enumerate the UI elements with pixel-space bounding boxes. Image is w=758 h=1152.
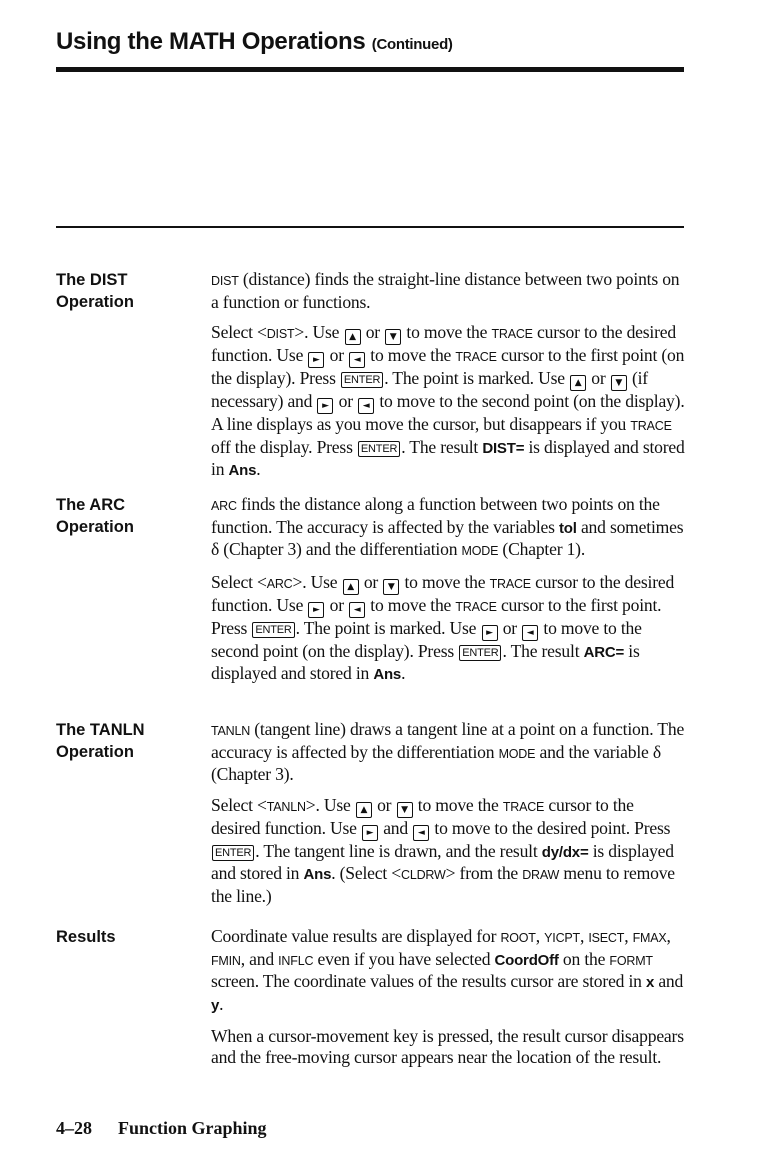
root-keyword: ROOT xyxy=(500,931,536,945)
yicpt-keyword: YICPT xyxy=(544,931,580,945)
left-arrow-key-icon: ◄ xyxy=(358,398,374,414)
text-run: (Chapter 1). xyxy=(502,539,586,560)
text-run: is displayed and stored in xyxy=(211,436,685,480)
text-run: or xyxy=(338,391,353,412)
text-run: . The result xyxy=(502,640,580,661)
text-run: cursor to the desired function. Use xyxy=(211,571,675,615)
menu-item-dist: DIST xyxy=(266,327,295,342)
arc-paragraph-2 xyxy=(211,572,687,686)
formt-keyword: FORMT xyxy=(609,953,653,968)
tanln-body xyxy=(211,719,687,917)
text-run: menu to remove the line.) xyxy=(211,863,675,906)
arc-paragraph-1 xyxy=(211,494,687,562)
up-arrow-key-icon: ▲ xyxy=(570,375,586,391)
fmin-keyword: FMIN xyxy=(211,953,241,968)
tanln-heading xyxy=(56,719,196,763)
text-run: . xyxy=(219,993,224,1014)
text-run: Select < xyxy=(211,322,267,343)
dist-heading xyxy=(56,269,196,313)
text-run: to move to the second point (on the display). A line displays as you move the cursor, but disappears if you xyxy=(211,391,685,435)
text-run: . The point is marked. Use xyxy=(384,368,565,389)
text-run: to move to the desired point. Press xyxy=(434,817,671,838)
text-run: Coordinate value results are displayed for xyxy=(211,926,497,946)
text-run: and xyxy=(383,817,409,838)
enter-key-icon: ENTER xyxy=(252,622,294,638)
text-run: or xyxy=(377,794,392,815)
results-paragraph-2: When a cursor-movement key is pressed, the result cursor disappears and the free-moving cursor appears near the location of the result. xyxy=(211,1026,684,1067)
page-title xyxy=(56,28,453,56)
trace-keyword: TRACE xyxy=(491,327,533,342)
inflc-keyword: INFLC xyxy=(278,953,314,968)
text-run: Select < xyxy=(211,571,267,592)
menu-item-arc: ARC xyxy=(266,576,293,591)
page-number: 4–28 xyxy=(56,1118,92,1138)
dist-paragraph-2 xyxy=(211,322,687,482)
text-run: , xyxy=(624,926,629,946)
trace-keyword: TRACE xyxy=(455,350,497,365)
text-run: or xyxy=(502,617,517,638)
x-variable: x xyxy=(645,974,655,992)
ans-variable: Ans xyxy=(373,666,402,684)
text-run: to move the xyxy=(370,345,452,366)
dist-text: (distance) finds the straight-line distance between two points on a function or functions. xyxy=(211,269,680,312)
text-run: on the xyxy=(562,948,606,969)
text-run: , xyxy=(666,926,671,946)
text-run: . The result xyxy=(401,436,479,457)
text-run: , xyxy=(535,926,540,946)
text-run: and the variable δ (Chapter 3). xyxy=(211,741,661,785)
page-footer xyxy=(56,1118,267,1139)
text-run: , and xyxy=(240,948,274,969)
continued-label: (Continued) xyxy=(371,36,453,53)
text-run: Select < xyxy=(211,794,267,815)
fmax-keyword: FMAX xyxy=(632,931,667,945)
tanln-paragraph-1 xyxy=(211,719,687,785)
tanln-heading-line2: Operation xyxy=(56,743,134,761)
trace-keyword: TRACE xyxy=(630,419,672,434)
right-arrow-key-icon: ► xyxy=(362,825,378,841)
section-rule xyxy=(56,226,684,228)
up-arrow-key-icon: ▲ xyxy=(343,579,359,595)
text-run: to move the xyxy=(417,794,499,815)
ans-variable: Ans xyxy=(228,462,257,480)
text-run: . xyxy=(256,459,261,480)
dist-heading-line1: The DIST xyxy=(56,271,128,289)
draw-keyword: DRAW xyxy=(522,868,560,883)
text-run: > from the xyxy=(445,863,519,884)
text-run: cursor to the desired function. Use xyxy=(211,794,634,838)
up-arrow-key-icon: ▲ xyxy=(345,329,361,345)
down-arrow-key-icon: ▼ xyxy=(385,329,401,345)
trace-keyword: TRACE xyxy=(455,599,497,614)
text-run: (if necessary) and xyxy=(211,368,648,412)
enter-key-icon: ENTER xyxy=(358,441,400,457)
text-run: >. Use xyxy=(292,571,338,592)
arc-body xyxy=(211,494,687,696)
down-arrow-key-icon: ▼ xyxy=(611,375,627,391)
ans-variable: Ans xyxy=(303,866,332,884)
menu-item-cldrw: CLDRW xyxy=(401,868,446,883)
arc-heading-line2: Operation xyxy=(56,518,134,536)
text-run: screen. The coordinate values of the results cursor are stored in xyxy=(211,971,642,992)
text-run: even if you have selected xyxy=(317,948,491,969)
mode-keyword: MODE xyxy=(461,544,499,559)
results-heading xyxy=(56,926,196,948)
trace-keyword: TRACE xyxy=(502,799,545,814)
right-arrow-key-icon: ► xyxy=(308,602,324,618)
dydx-result-label: dy/dx= xyxy=(541,843,589,861)
text-run: to move the xyxy=(370,594,452,615)
text-run: cursor to the first point (on the display). Press xyxy=(211,345,685,389)
results-heading-line1: Results xyxy=(56,928,116,946)
left-arrow-key-icon: ◄ xyxy=(349,352,365,368)
enter-key-icon: ENTER xyxy=(459,645,501,661)
chapter-title: Function Graphing xyxy=(118,1118,267,1138)
text-run: . The tangent line is drawn, and the result xyxy=(255,840,538,861)
text-run: to move the xyxy=(406,322,488,343)
dist-result-label: DIST= xyxy=(482,439,525,457)
arc-result-label: ARC= xyxy=(583,643,625,661)
arc-keyword: ARC xyxy=(211,499,237,513)
trace-keyword: TRACE xyxy=(489,576,531,591)
enter-key-icon: ENTER xyxy=(212,845,254,861)
text-run: off the display. Press xyxy=(211,436,353,457)
left-arrow-key-icon: ◄ xyxy=(522,625,538,641)
text-run: (tangent line) draws a tangent line at a point on a function. The accuracy is affected by the differentiation xyxy=(211,719,685,762)
left-arrow-key-icon: ◄ xyxy=(349,602,365,618)
tanln-heading-line1: The TANLN xyxy=(56,721,145,739)
tol-variable: tol xyxy=(559,519,577,537)
text-run: or xyxy=(329,594,344,615)
text-run: or xyxy=(365,322,380,343)
text-run: and sometimes δ (Chapter 3) and the differentiation xyxy=(211,516,684,560)
text-run: , xyxy=(579,926,585,946)
left-arrow-key-icon: ◄ xyxy=(413,825,429,841)
header-rule xyxy=(56,67,684,72)
enter-key-icon: ENTER xyxy=(341,372,383,388)
up-arrow-key-icon: ▲ xyxy=(356,802,372,818)
arc-heading xyxy=(56,494,196,538)
dist-keyword: DIST xyxy=(211,274,239,288)
results-body xyxy=(211,926,687,1078)
text-run: is displayed and stored in xyxy=(211,840,674,884)
down-arrow-key-icon: ▼ xyxy=(397,802,413,818)
text-run: to move the xyxy=(404,571,486,592)
right-arrow-key-icon: ► xyxy=(308,352,324,368)
dist-heading-line2: Operation xyxy=(56,293,134,311)
text-run: and xyxy=(658,971,684,992)
text-run: . xyxy=(401,663,406,684)
coordoff-keyword: CoordOff xyxy=(494,951,559,969)
text-run: cursor to the desired function. Use xyxy=(211,322,676,366)
text-run: >. Use xyxy=(294,322,340,343)
text-run: or xyxy=(329,345,344,366)
tanln-keyword: TANLN xyxy=(211,724,251,738)
text-run: . (Select < xyxy=(331,863,401,884)
dist-paragraph-1 xyxy=(211,269,687,312)
results-paragraph-1 xyxy=(211,926,687,1016)
tanln-paragraph-2 xyxy=(211,795,687,907)
text-run: or xyxy=(363,571,379,592)
menu-item-tanln: TANLN xyxy=(266,799,306,814)
down-arrow-key-icon: ▼ xyxy=(383,579,399,595)
text-run: is displayed and stored in xyxy=(211,640,640,684)
text-run: >. Use xyxy=(305,794,351,815)
right-arrow-key-icon: ► xyxy=(317,398,333,414)
arc-heading-line1: The ARC xyxy=(56,496,126,514)
text-run: cursor to the first point. Press xyxy=(211,594,662,638)
text-run: or xyxy=(591,368,606,389)
isect-keyword: ISECT xyxy=(588,931,625,945)
text-run: finds the distance along a function between two points on the function. The accuracy is affected by the variables xyxy=(211,494,660,537)
y-variable: y xyxy=(211,996,220,1014)
text-run: to move to the second point (on the display). Press xyxy=(211,617,642,661)
mode-keyword: MODE xyxy=(498,746,536,761)
text-run: . The point is marked. Use xyxy=(295,617,477,638)
page-title-text: Using the MATH Operations xyxy=(56,28,366,55)
right-arrow-key-icon: ► xyxy=(482,625,498,641)
dist-body xyxy=(211,269,687,492)
